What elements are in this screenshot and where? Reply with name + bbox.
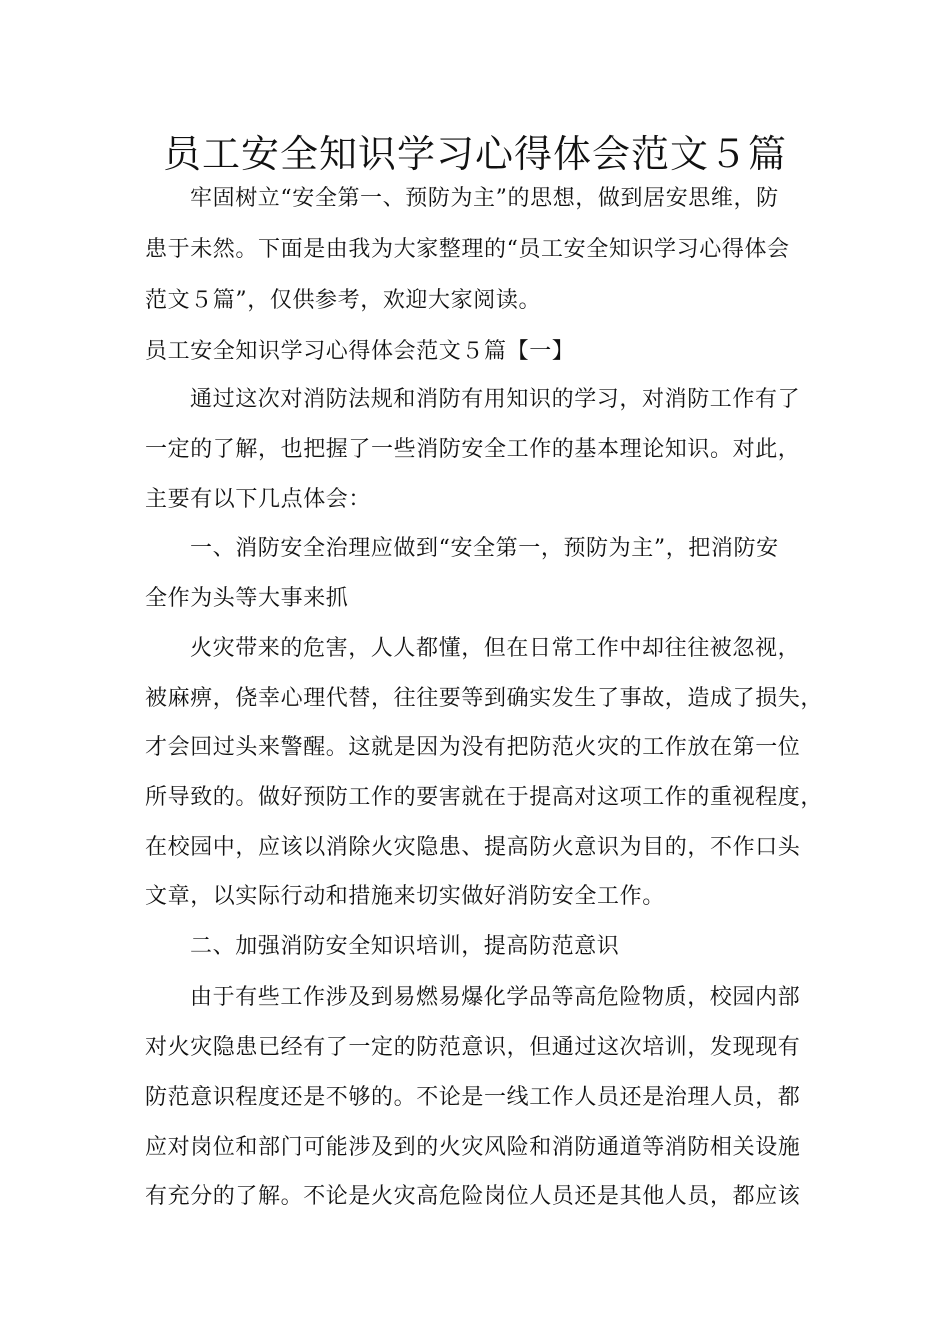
body-line: 应对岗位和部门可能涉及到的火灾风险和消防通道等消防相关设施	[145, 1135, 801, 1160]
body-line: 有充分的了解。不论是火灾高危险岗位人员还是其他人员，都应该	[145, 1184, 801, 1209]
body-line: 由于有些工作涉及到易燃易爆化学品等高危险物质，校园内部	[190, 985, 801, 1010]
body-line: 防范意识程度还是不够的。不论是一线工作人员还是治理人员，都	[145, 1085, 801, 1110]
intro-line-2: 患于未然。下面是由我为大家整理的“员工安全知识学习心得体会	[145, 237, 790, 262]
point-heading-1-cont: 全作为头等大事来抓	[145, 586, 349, 611]
body-line: 才会回过头来警醒。这就是因为没有把防范火灾的工作放在第一位	[145, 735, 801, 760]
body-line: 文章，以实际行动和措施来切实做好消防安全工作。	[145, 884, 665, 909]
body-line: 所导致的。做好预防工作的要害就在于提高对这项工作的重视程度，	[145, 785, 824, 810]
section-heading-1: 员工安全知识学习心得体会范文５篇【一】	[145, 339, 575, 364]
body-line: 通过这次对消防法规和消防有用知识的学习，对消防工作有了	[190, 387, 801, 412]
body-line: 主要有以下几点体会：	[145, 487, 372, 512]
body-line: 火灾带来的危害，人人都懂，但在日常工作中却往往被忽视，	[190, 636, 801, 661]
intro-line-1: 牢固树立“安全第一、预防为主”的思想，做到居安思维，防	[190, 186, 779, 211]
intro-line-3: 范文５篇”，仅供参考，欢迎大家阅读。	[145, 288, 542, 313]
point-heading-2: 二、加强消防安全知识培训，提高防范意识	[190, 934, 620, 959]
point-heading-1: 一、消防安全治理应做到“安全第一，预防为主”，把消防安	[190, 536, 779, 561]
body-line: 在校园中，应该以消除火灾隐患、提高防火意识为目的，不作口头	[145, 835, 801, 860]
body-line: 对火灾隐患已经有了一定的防范意识，但通过这次培训，发现现有	[145, 1035, 801, 1060]
body-line: 一定的了解，也把握了一些消防安全工作的基本理论知识。对此，	[145, 437, 801, 462]
document-title: 员工安全知识学习心得体会范文５篇	[162, 132, 787, 176]
body-line: 被麻痹，侥幸心理代替，往往要等到确实发生了事故，造成了损失，	[145, 686, 824, 711]
